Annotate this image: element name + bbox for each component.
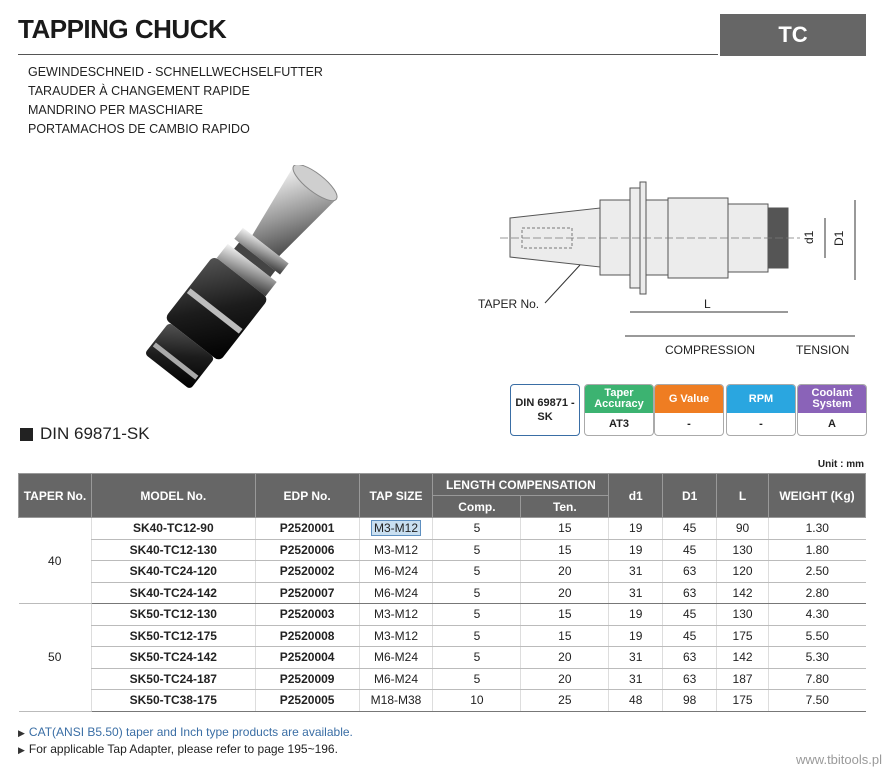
table-row (19, 668, 866, 690)
col-L: L (717, 474, 769, 518)
cell-comp: 5 (433, 647, 521, 669)
cell-ten: 20 (521, 561, 609, 583)
cell-edp: P2520004 (255, 647, 359, 669)
cell-comp: 5 (433, 582, 521, 604)
cell-ten: 20 (521, 582, 609, 604)
cell-D1: 45 (663, 625, 717, 647)
cell-model: SK50-TC12-130 (91, 604, 255, 626)
cell-comp: 5 (433, 604, 521, 626)
cell-weight: 1.80 (769, 539, 866, 561)
cell-tap-size: M3-M12 (359, 539, 433, 561)
cell-weight: 2.50 (769, 561, 866, 583)
footnotes (18, 724, 353, 758)
cell-tap-size: M6-M24 (359, 582, 433, 604)
D1-dim-label: D1 (832, 230, 846, 246)
cell-d1: 19 (609, 518, 663, 540)
section-title-text: DIN 69871-SK (40, 424, 150, 443)
cell-comp: 5 (433, 625, 521, 647)
spec-taper-accuracy (584, 384, 654, 436)
cell-weight: 1.30 (769, 518, 866, 540)
cell-D1: 45 (663, 539, 717, 561)
table-row (19, 539, 866, 561)
cell-tap-size: M6-M24 (359, 668, 433, 690)
cell-model: SK50-TC24-142 (91, 647, 255, 669)
cell-taper: 40 (19, 518, 92, 604)
spec-coolant-value: A (828, 418, 836, 430)
cell-weight: 7.80 (769, 668, 866, 690)
table-row (19, 690, 866, 712)
subtitle-italian: MANDRINO PER MASCHIARE (28, 103, 204, 117)
cell-L: 175 (717, 690, 769, 712)
cell-ten: 15 (521, 604, 609, 626)
cell-L: 142 (717, 647, 769, 669)
cell-L: 120 (717, 561, 769, 583)
cell-ten: 20 (521, 647, 609, 669)
cell-model: SK50-TC24-187 (91, 668, 255, 690)
cell-weight: 5.50 (769, 625, 866, 647)
cell-L: 175 (717, 625, 769, 647)
spec-rpm-head: RPM (727, 385, 795, 413)
table-row (19, 582, 866, 604)
cell-model: SK40-TC12-130 (91, 539, 255, 561)
taper-no-label: TAPER No. (478, 297, 540, 311)
table-row (19, 625, 866, 647)
cell-D1: 63 (663, 582, 717, 604)
spec-rpm-value: - (759, 418, 763, 430)
cell-d1: 31 (609, 561, 663, 583)
spec-g-value-value: - (687, 418, 691, 430)
cell-D1: 63 (663, 561, 717, 583)
cell-tap-size: M18-M38 (359, 690, 433, 712)
cell-comp: 10 (433, 690, 521, 712)
cell-L: 130 (717, 604, 769, 626)
cell-weight: 7.50 (769, 690, 866, 712)
cell-edp: P2520008 (255, 625, 359, 647)
cell-edp: P2520006 (255, 539, 359, 561)
cell-edp: P2520001 (255, 518, 359, 540)
cell-ten: 25 (521, 690, 609, 712)
unit-label: Unit : mm (817, 459, 864, 470)
cell-weight: 4.30 (769, 604, 866, 626)
cell-edp: P2520007 (255, 582, 359, 604)
cell-D1: 45 (663, 604, 717, 626)
cell-taper: 50 (19, 604, 92, 712)
cell-edp: P2520002 (255, 561, 359, 583)
spec-g-value-head: G Value (655, 385, 723, 413)
compression-label: COMPRESSION (665, 343, 756, 357)
cell-d1: 19 (609, 539, 663, 561)
spec-taper-accuracy-head: Taper Accuracy (585, 385, 653, 413)
triangle-right-icon: ▶ (18, 728, 25, 738)
L-dim-label: L (704, 297, 711, 311)
footnote-1-text[interactable]: CAT(ANSI B5.50) taper and Inch type products are available. (28, 725, 353, 739)
cell-comp: 5 (433, 539, 521, 561)
spec-g-value (654, 384, 724, 436)
spec-coolant-system (797, 384, 867, 436)
cell-L: 130 (717, 539, 769, 561)
spec-din-standard: DIN 69871 - SK (510, 384, 580, 436)
triangle-right-icon: ▶ (18, 745, 25, 755)
cell-edp: P2520009 (255, 668, 359, 690)
subtitles (28, 63, 323, 139)
cell-weight: 5.30 (769, 647, 866, 669)
spec-coolant-head: Coolant System (798, 385, 866, 413)
product-photo (100, 165, 370, 410)
cell-edp: P2520003 (255, 604, 359, 626)
cell-comp: 5 (433, 518, 521, 540)
col-d1: d1 (609, 474, 663, 518)
cell-d1: 31 (609, 647, 663, 669)
cell-tap-size (359, 518, 433, 540)
square-bullet-icon (20, 428, 33, 441)
cell-tap-size: M3-M12 (359, 604, 433, 626)
cell-ten: 15 (521, 539, 609, 561)
cell-ten: 15 (521, 518, 609, 540)
table-row (19, 604, 866, 626)
d1-dim-label: d1 (802, 230, 816, 244)
cell-d1: 31 (609, 668, 663, 690)
col-comp: Comp. (433, 496, 521, 518)
cell-tap-size: M6-M24 (359, 647, 433, 669)
specs-table (18, 473, 866, 712)
spec-taper-accuracy-value: AT3 (609, 418, 629, 430)
subtitle-french: TARAUDER À CHANGEMENT RAPIDE (28, 84, 250, 98)
cell-model: SK40-TC24-142 (91, 582, 255, 604)
watermark: www.tbitools.pl (796, 752, 882, 767)
cell-model: SK40-TC12-90 (91, 518, 255, 540)
cell-d1: 19 (609, 625, 663, 647)
cell-d1: 48 (609, 690, 663, 712)
cell-d1: 31 (609, 582, 663, 604)
col-taper-no: TAPER No. (19, 474, 92, 518)
cell-ten: 20 (521, 668, 609, 690)
subtitle-spanish: PORTAMACHOS DE CAMBIO RAPIDO (28, 122, 250, 136)
cell-weight: 2.80 (769, 582, 866, 604)
cell-D1: 63 (663, 647, 717, 669)
page-title: TAPPING CHUCK (18, 14, 227, 44)
technical-drawing (470, 170, 880, 365)
cell-comp: 5 (433, 561, 521, 583)
cell-model: SK50-TC12-175 (91, 625, 255, 647)
col-ten: Ten. (521, 496, 609, 518)
col-model-no: MODEL No. (91, 474, 255, 518)
section-title (20, 424, 150, 444)
cell-model: SK50-TC38-175 (91, 690, 255, 712)
cell-edp: P2520005 (255, 690, 359, 712)
cell-tap-size: M3-M12 (359, 625, 433, 647)
cell-D1: 63 (663, 668, 717, 690)
cell-ten: 15 (521, 625, 609, 647)
col-D1: D1 (663, 474, 717, 518)
cell-D1: 45 (663, 518, 717, 540)
footnote-2 (18, 741, 353, 758)
cell-comp: 5 (433, 668, 521, 690)
tension-label: TENSION (796, 343, 850, 357)
cell-model: SK40-TC24-120 (91, 561, 255, 583)
table-row (19, 518, 866, 540)
cell-L: 187 (717, 668, 769, 690)
table-row (19, 647, 866, 669)
col-weight: WEIGHT (Kg) (769, 474, 866, 518)
cell-L: 142 (717, 582, 769, 604)
highlighted-tap-size: M3-M12 (371, 520, 421, 536)
cell-L: 90 (717, 518, 769, 540)
col-length-compensation: LENGTH COMPENSATION (433, 474, 609, 496)
col-tap-size: TAP SIZE (359, 474, 433, 518)
subtitle-german: GEWINDESCHNEID - SCHNELLWECHSELFUTTER (28, 65, 323, 79)
footnote-1 (18, 724, 353, 741)
spec-rpm (726, 384, 796, 436)
cell-d1: 19 (609, 604, 663, 626)
product-code-tab: TC (720, 14, 866, 56)
table-row (19, 561, 866, 583)
title-divider (18, 54, 718, 55)
cell-tap-size: M6-M24 (359, 561, 433, 583)
footnote-2-text: For applicable Tap Adapter, please refer to page 195~196. (28, 742, 338, 756)
col-edp-no: EDP No. (255, 474, 359, 518)
cell-D1: 98 (663, 690, 717, 712)
